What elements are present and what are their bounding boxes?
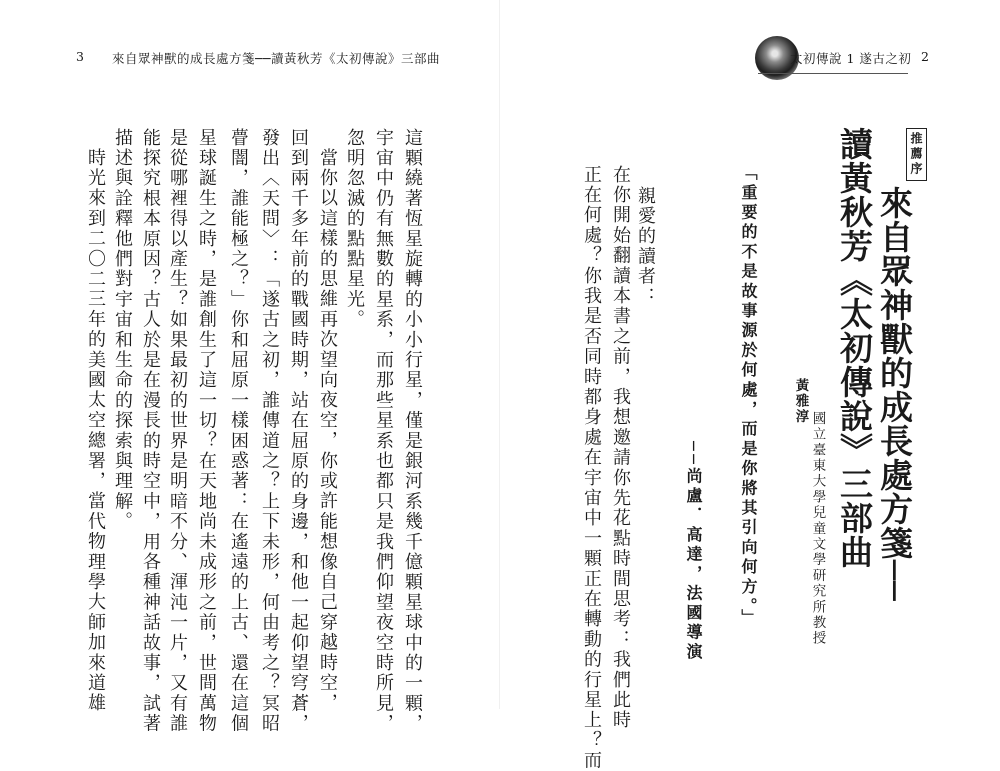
left-body-line-6: 發出〈天問〉：「遂古之初，誰傳道之？上下未形，何由考之？冥昭 — [259, 128, 280, 734]
left-body-line-1: 這顆繞著恆星旋轉的小小行星，僅是銀河系幾千億顆星球中的一顆， — [402, 128, 423, 734]
left-body-line-7: 瞢闇，誰能極之？」你和屈原一樣困惑著：在遙遠的上古、還在這個 — [228, 128, 249, 734]
page-gutter — [499, 0, 500, 709]
right-body-line-1: 親愛的讀者： — [635, 186, 656, 308]
right-body-line-2: 在你開始翻讀本書之前，我想邀請你先花點時間思考：我們此時 — [610, 165, 631, 731]
left-body-line-4: 當你以這樣的思維再次望向夜空，你或許能想像自己穿越時空， — [317, 148, 338, 714]
left-body-line-12: 時光來到二〇二三年的美國太空總署，當代物理學大師加來道雄 — [85, 148, 106, 714]
epigraph-attribution: ──尚盧．高達，法國導演 — [684, 441, 703, 663]
right-page-number: 2 — [921, 49, 929, 64]
author-name: 黃雅淳 — [792, 378, 809, 425]
epigraph-quote: 「重要的不是故事源於何處，而是你將其引向何方。」 — [739, 164, 758, 629]
preface-tag: 推薦序 — [906, 128, 927, 181]
left-body-line-2: 宇宙中仍有無數的星系，而那些星系也都只是我們仰望夜空時所見， — [373, 128, 394, 734]
left-page-number: 3 — [76, 49, 84, 64]
header-rule — [758, 73, 908, 74]
right-body-line-3: 正在何處？你我是否同時都身處在宇宙中一顆正在轉動的行星上？而 — [581, 165, 602, 771]
preface-title-line-1: 來自眾神獸的成長處方箋── — [875, 186, 914, 602]
left-body-line-5: 回到兩千多年前的戰國時期，站在屈原的身邊，和他一起仰望穹蒼， — [288, 128, 309, 734]
left-body-line-11: 描述與詮釋他們對宇宙和生命的探索與理解。 — [112, 128, 133, 532]
left-body-line-8: 星球誕生之時，是誰創生了這一切？在天地尚未成形之前，世間萬物 — [196, 128, 217, 734]
preface-title-line-2: 讀黃秋芳《太初傳說》三部曲 — [835, 127, 874, 569]
left-running-header: 來自眾神獸的成長處方箋──讀黃秋芳《太初傳說》三部曲 — [112, 51, 441, 66]
right-running-header: 太初傳說 1 遂古之初 — [790, 51, 912, 66]
left-body-line-9: 是從哪裡得以產生？如果最初的世界是明暗不分、渾沌一片，又有誰 — [167, 128, 188, 734]
left-body-line-10: 能探究根本原因？古人於是在漫長的時空中，用各種神話故事，試著 — [140, 128, 161, 734]
author-affiliation: 國立臺東大學兒童文學研究所教授 — [809, 411, 826, 647]
left-body-line-3: 忽明忽滅的點點星光。 — [344, 128, 365, 330]
